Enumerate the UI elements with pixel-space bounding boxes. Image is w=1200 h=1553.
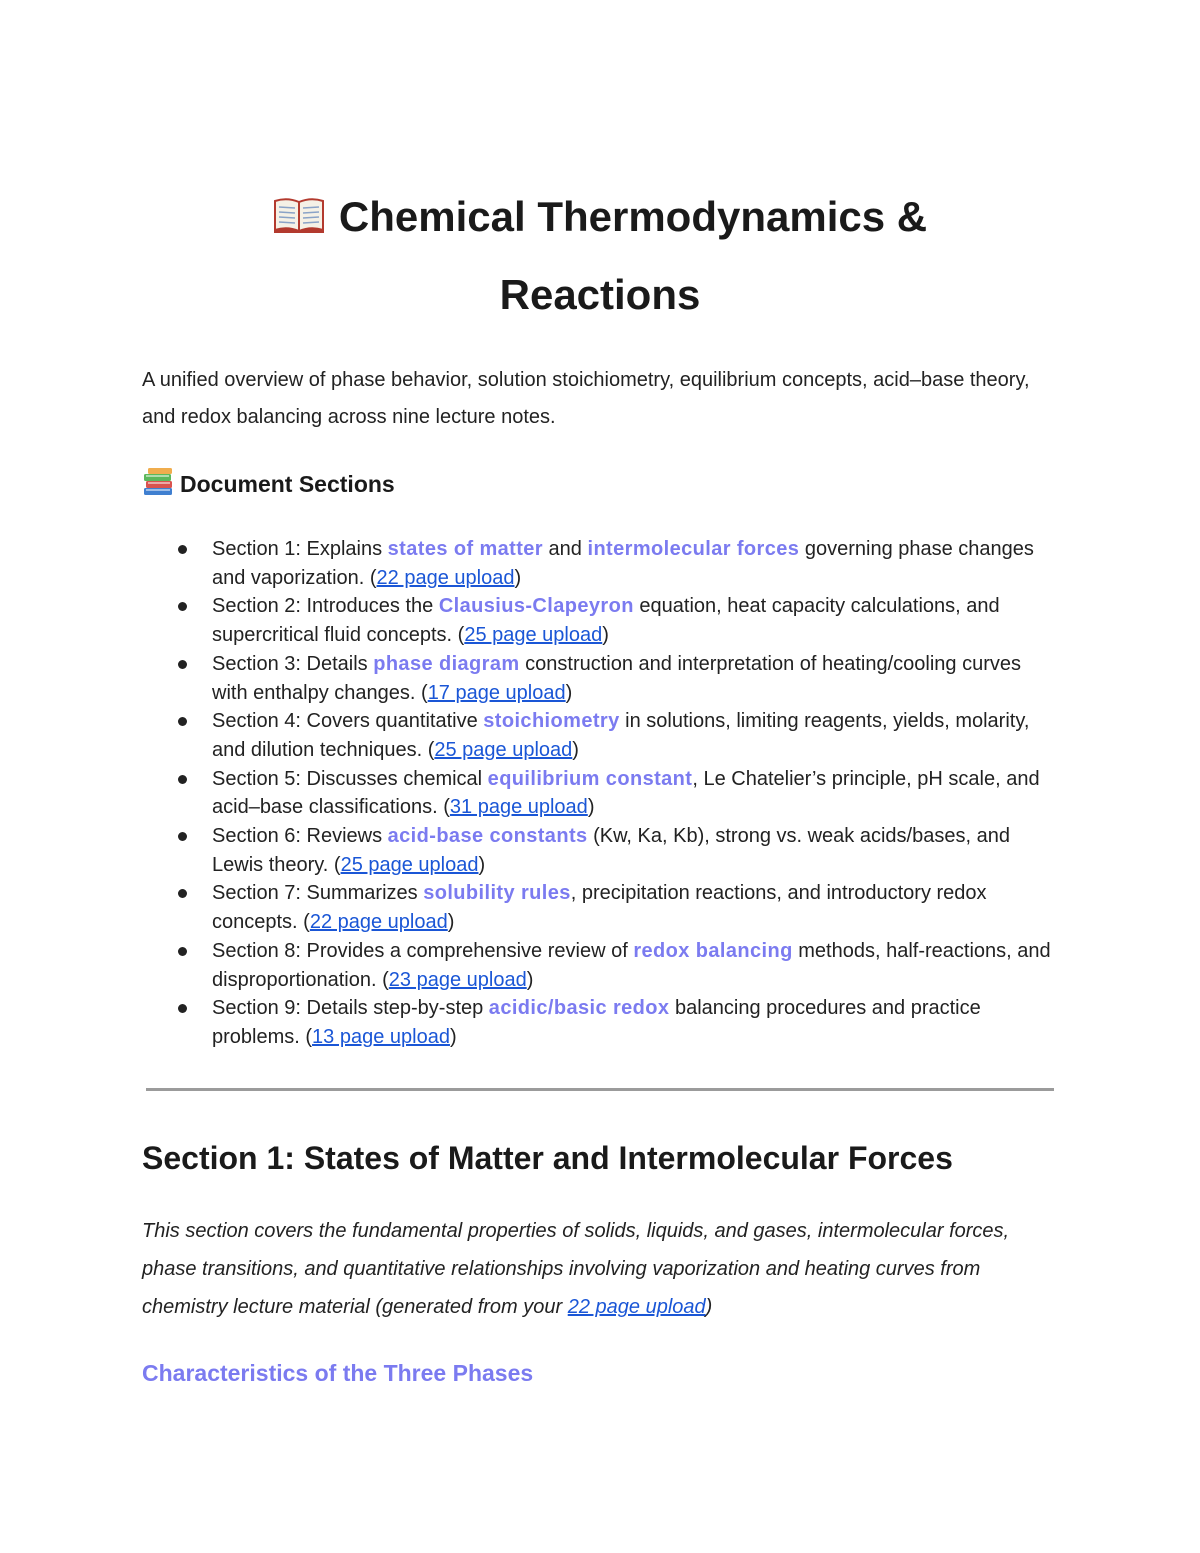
keyword: phase diagram — [373, 652, 520, 675]
books-icon — [142, 468, 174, 496]
bullet-icon — [178, 602, 187, 611]
subsection-heading: Characteristics of the Three Phases — [142, 1360, 534, 1386]
bullet-icon — [178, 947, 187, 956]
document-title: Chemical Thermodynamics & Reactions — [142, 178, 1058, 334]
toc-item-9: Section 9: Details step-by-step acidic/basic redox balancing procedures and practice problems. (13 page upload) — [142, 994, 1058, 1051]
bullet-icon — [178, 889, 187, 898]
keyword: equilibrium constant — [487, 767, 693, 790]
toc-item-5: Section 5: Discusses chemical equilibrium constant, Le Chatelier’s principle, pH scale, and acid–base classifications. (31 page upload) — [142, 765, 1058, 822]
keyword: solubility rules — [423, 882, 571, 905]
document-intro: A unified overview of phase behavior, solution stoichiometry, equilibrium concepts, acid–base theory, and redox balancing across nine lecture notes. — [142, 369, 1030, 428]
bullet-icon — [178, 832, 187, 841]
horizontal-divider — [146, 1088, 1054, 1091]
bullet-icon — [178, 775, 187, 784]
toc-item-2: Section 2: Introduces the Clausius-Clapeyron equation, heat capacity calculations, and supercritical fluid concepts. (25 page upload) — [142, 592, 1058, 649]
upload-link-2[interactable]: 25 page upload — [464, 624, 603, 647]
bullet-icon — [178, 660, 187, 669]
upload-link-9[interactable]: 13 page upload — [312, 1025, 450, 1048]
keyword: states of matter — [387, 538, 543, 560]
toc-item-7: Section 7: Summarizes solubility rules, precipitation reactions, and introductory redox concepts. (22 page upload) — [142, 879, 1058, 936]
keyword: redox balancing — [633, 939, 793, 962]
toc-item-3: Section 3: Details phase diagram construction and interpretation of heating/cooling curves with enthalpy changes. (17 page upload) — [142, 650, 1058, 707]
upload-link-1[interactable]: 22 page upload — [376, 566, 515, 589]
section-1-heading: Section 1: States of Matter and Intermolecular Forces — [142, 1140, 953, 1176]
upload-link-6[interactable]: 25 page upload — [340, 853, 479, 876]
keyword: acid-base constants — [387, 825, 588, 848]
bullet-icon — [178, 545, 187, 554]
open-book-icon — [273, 195, 325, 233]
upload-link-8[interactable]: 23 page upload — [388, 968, 527, 991]
keyword: acidic/basic redox — [488, 997, 670, 1020]
section-1-upload-link[interactable]: 22 page upload — [567, 1296, 706, 1318]
upload-link-7[interactable]: 22 page upload — [309, 911, 448, 934]
keyword: stoichiometry — [483, 710, 620, 733]
upload-link-5[interactable]: 31 page upload — [449, 796, 588, 819]
bullet-icon — [178, 717, 187, 726]
bullet-icon — [178, 1004, 187, 1013]
toc-item-8: Section 8: Provides a comprehensive review of redox balancing methods, half-reactions, and disproportionation. (23 page upload) — [142, 937, 1058, 994]
upload-link-3[interactable]: 17 page upload — [427, 681, 566, 704]
toc-item-1: Section 1: Explains states of matter and intermolecular forces governing phase changes and vaporization. (22 page upload) — [142, 535, 1058, 592]
section-1-description: This section covers the fundamental properties of solids, liquids, and gases, intermolecular forces, phase transitions, and quantitative relationships involving vaporization and heating curves from chemistry lecture material (generated from your 22 page upload) — [142, 1220, 1010, 1318]
toc-heading: Document Sections — [142, 466, 395, 502]
keyword: intermolecular forces — [587, 538, 800, 560]
keyword: Clausius-Clapeyron — [438, 595, 634, 618]
toc-item-6: Section 6: Reviews acid-base constants (Kw, Ka, Kb), strong vs. weak acids/bases, and Lewis theory. (25 page upload) — [142, 822, 1058, 879]
toc-list — [142, 535, 1058, 1052]
toc-item-4: Section 4: Covers quantitative stoichiometry in solutions, limiting reagents, yields, molarity, and dilution techniques. (25 page upload) — [142, 707, 1058, 764]
upload-link-4[interactable]: 25 page upload — [434, 738, 573, 761]
